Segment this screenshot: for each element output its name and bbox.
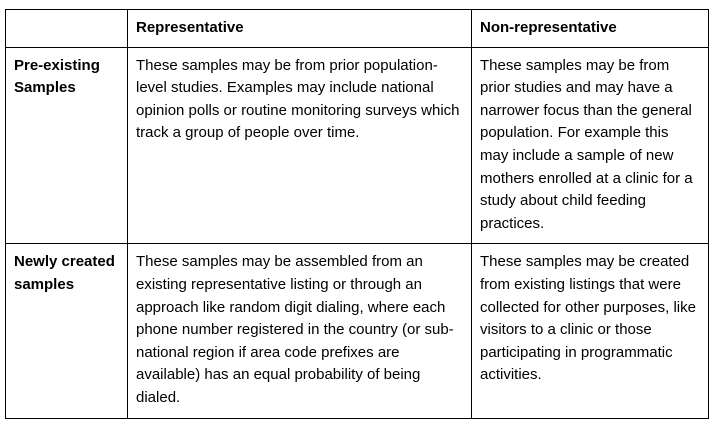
sampling-table: [5, 9, 709, 419]
cell-pre-existing-non-representative: These samples may be from prior studies and may have a narrower focus than the general population. For example this may include a sample of new mothers enrolled at a clinic for a study about child feeding practices.: [472, 47, 709, 244]
row-label-pre-existing: Pre-existing Samples: [6, 47, 128, 244]
table-row: [6, 47, 709, 244]
row-label-newly-created: Newly created samples: [6, 244, 128, 419]
cell-pre-existing-representative: These samples may be from prior population-level studies. Examples may include national opinion polls or routine monitoring surveys which track a group of people over time.: [128, 47, 472, 244]
table-header-row: [6, 10, 709, 48]
cell-newly-created-non-representative: These samples may be created from existing listings that were collected for other purposes, like visitors to a clinic or those participating in programmatic activities.: [472, 244, 709, 419]
header-cell-empty: [6, 10, 128, 48]
table-row: [6, 244, 709, 419]
header-cell-representative: Representative: [128, 10, 472, 48]
header-cell-non-representative: Non-representative: [472, 10, 709, 48]
cell-newly-created-representative: These samples may be assembled from an existing representative listing or through an approach like random digit dialing, where each phone number registered in the country (or sub-national region if area code prefixes are available) has an equal probability of being dialed.: [128, 244, 472, 419]
